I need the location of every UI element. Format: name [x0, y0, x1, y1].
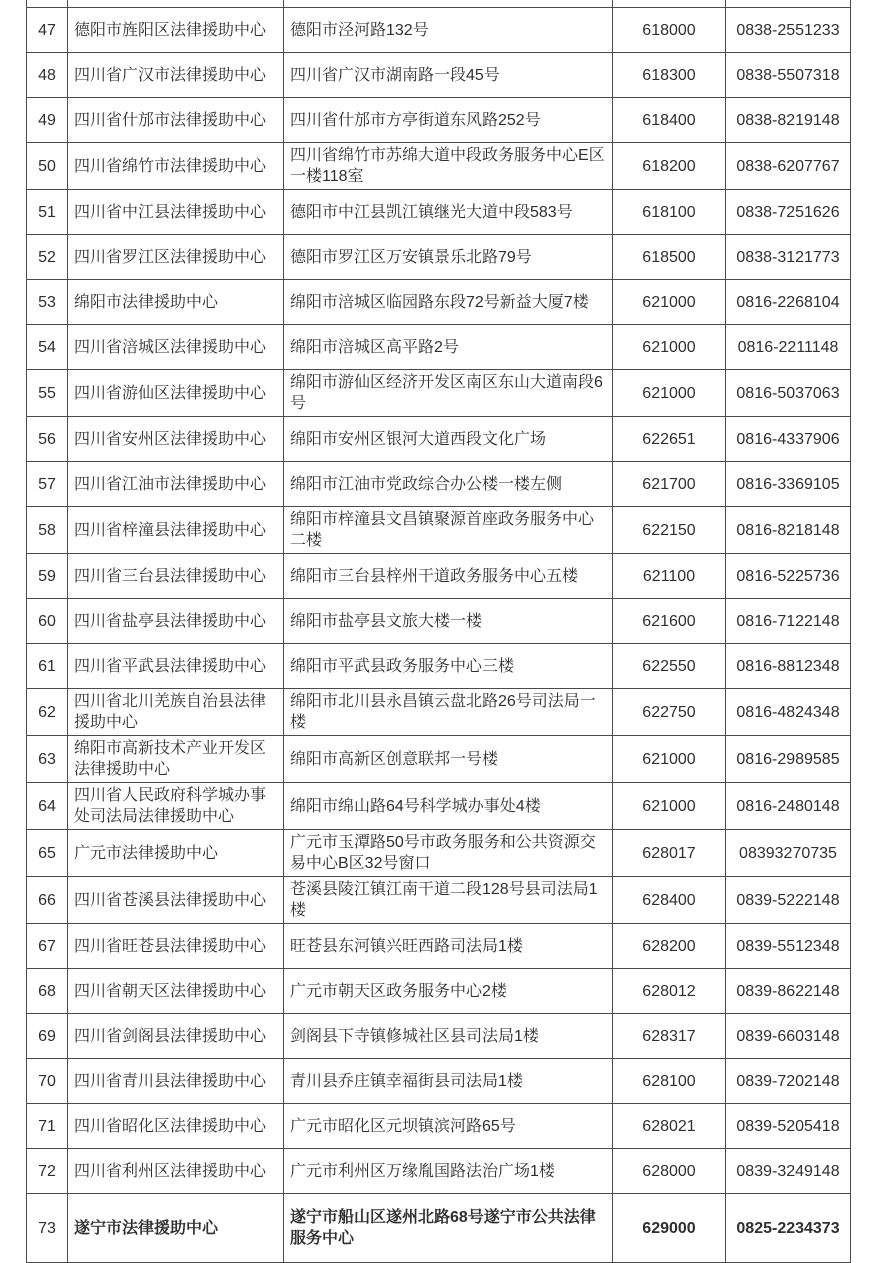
cell-phone-number: 0825-2234373: [726, 1194, 851, 1263]
table-row: [27, 280, 851, 325]
cell-address: 四川省绵竹市苏绵大道中段政务服务中心E区一楼118室: [284, 143, 613, 190]
cell-serial-number: 49: [27, 98, 68, 143]
table-row: [27, 8, 851, 53]
cell-address: 遂宁市船山区遂州北路68号遂宁市公共法律服务中心: [284, 1194, 613, 1263]
cell-address: 四川省什邡市方亭街道东风路252号: [284, 98, 613, 143]
cell-serial-number: 52: [27, 235, 68, 280]
cell-address: 绵阳市平武县政务服务中心三楼: [284, 644, 613, 689]
cell-phone-number: 0838-6207767: [726, 143, 851, 190]
cell-address: 绵阳市高新区创意联邦一号楼: [284, 736, 613, 783]
cell-center-name: 四川省什邡市法律援助中心: [68, 98, 284, 143]
cell-address: 绵阳市涪城区临园路东段72号新益大厦7楼: [284, 280, 613, 325]
table-row: [27, 325, 851, 370]
cell-phone-number: 0816-3369105: [726, 462, 851, 507]
cell-postal-code: 621000: [613, 370, 726, 417]
cell-address: 绵阳市三台县梓州干道政务服务中心五楼: [284, 554, 613, 599]
table-row: [27, 644, 851, 689]
cell-serial-number: 65: [27, 830, 68, 877]
cell-serial-stub: [27, 0, 68, 8]
table-row: [27, 1104, 851, 1149]
table-row: [27, 53, 851, 98]
cell-center-name: 四川省昭化区法律援助中心: [68, 1104, 284, 1149]
cell-postal-code: 621700: [613, 462, 726, 507]
cell-phone-number: 0816-5037063: [726, 370, 851, 417]
cell-center-name: 四川省三台县法律援助中心: [68, 554, 284, 599]
cell-postal-code: 621000: [613, 783, 726, 830]
cell-center-name: 四川省剑阁县法律援助中心: [68, 1014, 284, 1059]
cell-serial-number: 69: [27, 1014, 68, 1059]
table-row: [27, 370, 851, 417]
cell-serial-number: 60: [27, 599, 68, 644]
cell-serial-number: 66: [27, 877, 68, 924]
table-row: [27, 462, 851, 507]
cell-center-name: 广元市法律援助中心: [68, 830, 284, 877]
cell-address: 剑阁县下寺镇修城社区县司法局1楼: [284, 1014, 613, 1059]
cell-center-name: 四川省梓潼县法律援助中心: [68, 507, 284, 554]
cell-serial-number: 71: [27, 1104, 68, 1149]
cell-postal-code: 628017: [613, 830, 726, 877]
cell-phone-stub: [726, 0, 851, 8]
cell-phone-number: 0838-2551233: [726, 8, 851, 53]
cell-center-name: 四川省利州区法律援助中心: [68, 1149, 284, 1194]
cell-name-stub: [68, 0, 284, 8]
cell-address: 苍溪县陵江镇江南干道二段128号县司法局1楼: [284, 877, 613, 924]
cell-phone-number: 0838-8219148: [726, 98, 851, 143]
cell-postal-code: 618500: [613, 235, 726, 280]
cell-phone-number: 08393270735: [726, 830, 851, 877]
cell-phone-number: 0816-2268104: [726, 280, 851, 325]
cell-serial-number: 62: [27, 689, 68, 736]
cell-center-name: 四川省罗江区法律援助中心: [68, 235, 284, 280]
cell-serial-number: 68: [27, 969, 68, 1014]
cell-phone-number: 0839-5222148: [726, 877, 851, 924]
table-row: [27, 969, 851, 1014]
cell-address: 广元市昭化区元坝镇滨河路65号: [284, 1104, 613, 1149]
cell-center-name: 四川省平武县法律援助中心: [68, 644, 284, 689]
cell-phone-number: 0838-3121773: [726, 235, 851, 280]
cut-off-previous-row: [27, 0, 851, 8]
cell-postal-code: 628317: [613, 1014, 726, 1059]
cell-address: 旺苍县东河镇兴旺西路司法局1楼: [284, 924, 613, 969]
cell-center-name: 四川省苍溪县法律援助中心: [68, 877, 284, 924]
cell-postal-code: 622550: [613, 644, 726, 689]
cell-serial-number: 51: [27, 190, 68, 235]
cell-center-name: 四川省人民政府科学城办事处司法局法律援助中心: [68, 783, 284, 830]
cell-postal-code: 621000: [613, 280, 726, 325]
cell-address: 绵阳市涪城区高平路2号: [284, 325, 613, 370]
table-row: [27, 599, 851, 644]
cell-serial-number: 50: [27, 143, 68, 190]
cell-center-name: 四川省游仙区法律援助中心: [68, 370, 284, 417]
cell-phone-number: 0816-8218148: [726, 507, 851, 554]
table-row: [27, 689, 851, 736]
cell-postal-code: 622750: [613, 689, 726, 736]
cell-phone-number: 0839-3249148: [726, 1149, 851, 1194]
cell-serial-number: 48: [27, 53, 68, 98]
table-row: [27, 783, 851, 830]
cell-phone-number: 0816-2989585: [726, 736, 851, 783]
cell-postal-code: 618100: [613, 190, 726, 235]
cell-serial-number: 53: [27, 280, 68, 325]
cell-postal-code: 622651: [613, 417, 726, 462]
cell-address: 绵阳市盐亭县文旅大楼一楼: [284, 599, 613, 644]
table-row: [27, 1059, 851, 1104]
cell-center-name: 四川省朝天区法律援助中心: [68, 969, 284, 1014]
cell-serial-number: 58: [27, 507, 68, 554]
cell-postal-code: 621000: [613, 736, 726, 783]
cell-phone-number: 0816-2211148: [726, 325, 851, 370]
cell-postal-code: 628021: [613, 1104, 726, 1149]
cell-phone-number: 0838-5507318: [726, 53, 851, 98]
table-row: [27, 924, 851, 969]
cell-center-name: 四川省涪城区法律援助中心: [68, 325, 284, 370]
cell-phone-number: 0816-4337906: [726, 417, 851, 462]
cell-serial-number: 54: [27, 325, 68, 370]
table-row: [27, 143, 851, 190]
cell-center-name: 四川省广汉市法律援助中心: [68, 53, 284, 98]
cell-center-name: 绵阳市法律援助中心: [68, 280, 284, 325]
table-row: [27, 507, 851, 554]
cell-address: 青川县乔庄镇幸福街县司法局1楼: [284, 1059, 613, 1104]
cell-center-name: 四川省北川羌族自治县法律援助中心: [68, 689, 284, 736]
cell-center-name: 四川省江油市法律援助中心: [68, 462, 284, 507]
cell-center-name: 遂宁市法律援助中心: [68, 1194, 284, 1263]
cell-postal-code: 628012: [613, 969, 726, 1014]
cell-postal-code: 622150: [613, 507, 726, 554]
cell-phone-number: 0816-2480148: [726, 783, 851, 830]
cell-address: 德阳市罗江区万安镇景乐北路79号: [284, 235, 613, 280]
cell-address: 绵阳市安州区银河大道西段文化广场: [284, 417, 613, 462]
cell-center-name: 四川省旺苍县法律援助中心: [68, 924, 284, 969]
cell-serial-number: 72: [27, 1149, 68, 1194]
cell-address: 绵阳市游仙区经济开发区南区东山大道南段6号: [284, 370, 613, 417]
cell-address: 绵阳市江油市党政综合办公楼一楼左侧: [284, 462, 613, 507]
cell-postal-code: 628200: [613, 924, 726, 969]
cell-phone-number: 0816-7122148: [726, 599, 851, 644]
cell-center-name: 四川省盐亭县法律援助中心: [68, 599, 284, 644]
cell-serial-number: 73: [27, 1194, 68, 1263]
cell-serial-number: 64: [27, 783, 68, 830]
cell-postal-code: 628400: [613, 877, 726, 924]
table-row: [27, 1149, 851, 1194]
cell-center-name: 四川省安州区法律援助中心: [68, 417, 284, 462]
cell-serial-number: 57: [27, 462, 68, 507]
cell-address: 德阳市泾河路132号: [284, 8, 613, 53]
cell-serial-number: 47: [27, 8, 68, 53]
cell-phone-number: 0816-8812348: [726, 644, 851, 689]
cell-postal-code: 618300: [613, 53, 726, 98]
cell-center-name: 绵阳市高新技术产业开发区法律援助中心: [68, 736, 284, 783]
table-row: [27, 417, 851, 462]
cell-postal-code: 621600: [613, 599, 726, 644]
table-row: [27, 736, 851, 783]
cell-address-stub: [284, 0, 613, 8]
cell-center-name: 四川省中江县法律援助中心: [68, 190, 284, 235]
cell-address: 四川省广汉市湖南路一段45号: [284, 53, 613, 98]
cell-serial-number: 56: [27, 417, 68, 462]
table-row: [27, 1194, 851, 1263]
legal-aid-centers-table: [26, 0, 851, 1263]
cell-address: 绵阳市绵山路64号科学城办事处4楼: [284, 783, 613, 830]
cell-serial-number: 67: [27, 924, 68, 969]
cell-address: 绵阳市北川县永昌镇云盘北路26号司法局一楼: [284, 689, 613, 736]
cell-phone-number: 0839-8622148: [726, 969, 851, 1014]
table-row: [27, 877, 851, 924]
cell-postal-code: 628000: [613, 1149, 726, 1194]
cell-postal-code: 618400: [613, 98, 726, 143]
cell-phone-number: 0839-7202148: [726, 1059, 851, 1104]
cell-center-name: 四川省绵竹市法律援助中心: [68, 143, 284, 190]
cell-serial-number: 55: [27, 370, 68, 417]
cell-postal-code: 618200: [613, 143, 726, 190]
cell-address: 广元市玉潭路50号市政务服务和公共资源交易中心B区32号窗口: [284, 830, 613, 877]
cell-phone-number: 0838-7251626: [726, 190, 851, 235]
cell-center-name: 四川省青川县法律援助中心: [68, 1059, 284, 1104]
cell-center-name: 德阳市旌阳区法律援助中心: [68, 8, 284, 53]
table-row: [27, 830, 851, 877]
cell-serial-number: 63: [27, 736, 68, 783]
cell-phone-number: 0839-5205418: [726, 1104, 851, 1149]
cell-postal-code: 621100: [613, 554, 726, 599]
cell-postal-code: 621000: [613, 325, 726, 370]
cell-phone-number: 0839-6603148: [726, 1014, 851, 1059]
table-row: [27, 98, 851, 143]
cell-postal-code: 629000: [613, 1194, 726, 1263]
cell-address: 广元市利州区万缘胤国路法治广场1楼: [284, 1149, 613, 1194]
cell-postal-code: 628100: [613, 1059, 726, 1104]
cell-serial-number: 70: [27, 1059, 68, 1104]
cell-serial-number: 59: [27, 554, 68, 599]
cell-serial-number: 61: [27, 644, 68, 689]
table-row: [27, 1014, 851, 1059]
cell-phone-number: 0816-4824348: [726, 689, 851, 736]
cell-address: 广元市朝天区政务服务中心2楼: [284, 969, 613, 1014]
cell-phone-number: 0816-5225736: [726, 554, 851, 599]
cell-phone-number: 0839-5512348: [726, 924, 851, 969]
table-row: [27, 190, 851, 235]
cell-address: 绵阳市梓潼县文昌镇聚源首座政务服务中心二楼: [284, 507, 613, 554]
table-row: [27, 554, 851, 599]
cell-postal-stub: [613, 0, 726, 8]
table-row: [27, 235, 851, 280]
cell-address: 德阳市中江县凯江镇继光大道中段583号: [284, 190, 613, 235]
cell-postal-code: 618000: [613, 8, 726, 53]
table-body: [27, 0, 851, 1263]
